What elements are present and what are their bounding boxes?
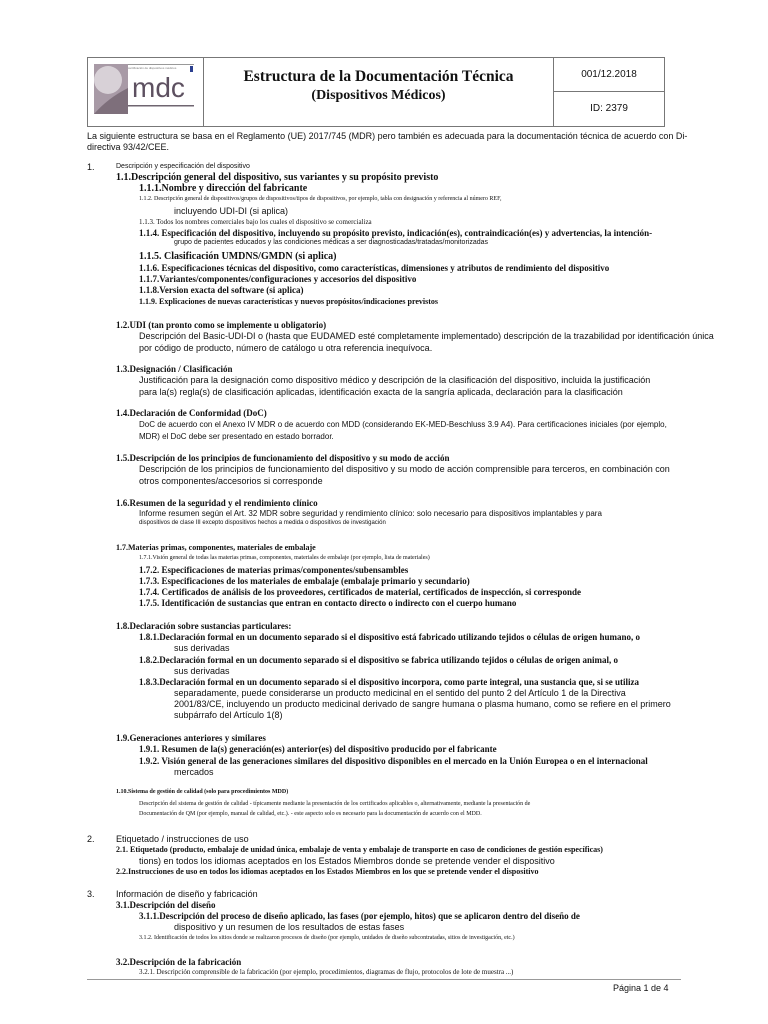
section-1-8-2: 1.8.2.Declaración formal en un documento separado si el dispositivo se fabrica utilizando tejidos o células de origen animal, o: [139, 655, 618, 665]
section-1-8-3-cont-3: subpárrafo del Artículo 1(8): [174, 710, 283, 720]
section-2-2: 2.2.Instrucciones de uso en todos los idiomas aceptados en los Estados Miembros en los que se pretende vender el dispositivo: [116, 867, 539, 876]
section-1-1-2: 1.1.2. Descripción general de dispositivos/grupos de dispositivos/tipos de dispositivos, por ejemplo, tabla con designación y referencia al número REF,: [139, 196, 502, 202]
section-1-2-line-1: Descripción del Basic-UDI-DI o (hasta que EUDAMED esté completamente implementado) descripción de la trazabilidad por identificación única: [139, 331, 714, 341]
section-1-7-1: 1.7.1.Visión general de todas las materias primas, componentes, materiales de embalaje (por ejemplo, lista de materiales): [139, 555, 430, 561]
section-3-2-heading: 3.2.Descripción de la fabricación: [116, 957, 242, 967]
section-2-title: Etiquetado / instrucciones de uso: [116, 834, 249, 844]
section-2-1: 2.1. Etiquetado (producto, embalaje de unidad única, embalaje de venta y embalaje de transporte en caso de condiciones de gestión específicas): [116, 845, 603, 854]
section-1-7-heading: 1.7.Materias primas, componentes, materiales de embalaje: [116, 543, 316, 552]
document-subtitle: (Dispositivos Médicos): [311, 88, 446, 103]
section-1-10-line-1: Descripción del sistema de gestión de calidad - típicamente mediante la presentación de los certificados aplicables o, alternativamente, mediante la presentación de: [139, 801, 531, 807]
section-1-7-3: 1.7.3. Especificaciones de los materiales de embalaje (embalaje primario y secundario): [139, 576, 470, 586]
document-title: Estructura de la Documentación Técnica: [243, 68, 514, 85]
section-1-8-heading: 1.8.Declaración sobre sustancias particulares:: [116, 621, 292, 631]
intro-line-2: directiva 93/42/CEE.: [87, 142, 170, 152]
section-1-1-8: 1.1.8.Version exacta del software (si aplica): [139, 285, 304, 295]
section-1-9-1: 1.9.1. Resumen de la(s) generación(es) anterior(es) del dispositivo producido por el fabricante: [139, 744, 497, 754]
section-1-4-line-1: DoC de acuerdo con el Anexo IV MDR o de acuerdo con MDD (considerando EK-MED-Beschluss 3.9 A4). Para certificaciones iniciales (por ejemplo,: [139, 420, 667, 429]
footer-rule: [87, 979, 681, 980]
section-1-number: 1.: [87, 162, 95, 172]
section-1-8-3: 1.8.3.Declaración formal en un documento separado si el dispositivo incorpora, como parte integral, una sustancia que, si se utiliza: [139, 677, 639, 687]
section-3-number: 3.: [87, 889, 95, 899]
section-1-8-2-cont: sus derivadas: [174, 666, 230, 676]
section-2-number: 2.: [87, 834, 95, 844]
doc-number: 001/12.2018: [554, 58, 664, 92]
section-3-title: Información de diseño y fabricación: [116, 889, 258, 899]
section-1-5-line-1: Descripción de los principios de funcionamiento del dispositivo y su modo de acción comprensible para terceros, en combinación con: [139, 464, 670, 474]
page-number: Página 1 de 4: [613, 983, 669, 993]
section-3-1-1: 3.1.1.Descripción del proceso de diseño aplicado, las fases (por ejemplo, hitos) que se aplicaron dentro del diseño de: [139, 911, 580, 921]
section-1-10-line-2: Documentación de QM (por ejemplo, manual de calidad, etc.). - este aspecto solo es necesario para la documentación de acuerdo con el MDD.: [139, 811, 482, 817]
logo-text: mdc: [132, 72, 185, 103]
document-header: [87, 57, 665, 127]
section-1-title: Descripción y especificación del dispositivo: [116, 163, 250, 170]
section-1-3-heading: 1.3.Designación / Clasificación: [116, 364, 233, 374]
section-3-2-1: 3.2.1. Descripción comprensible de la fabricación (por ejemplo, procedimientos, diagramas de flujo, protocolos de lote de muestra ...): [139, 968, 514, 976]
section-1-1-4-cont: grupo de pacientes educados y las condiciones médicas a ser diagnosticadas/tratadas/monitorizadas: [174, 239, 489, 246]
section-1-8-3-cont-2: 2001/83/CE, incluyendo un producto medicinal derivado de sangre humana o plasma humano, como se refiere en el primero: [174, 699, 671, 709]
section-1-1-7: 1.1.7.Variantes/componentes/configuraciones y accesorios del dispositivo: [139, 274, 417, 284]
section-3-1-2: 3.1.2. Identificación de todos los sitios donde se realizaron procesos de diseño (por ejemplo, unidades de diseño subcontratadas, sitios de investigación, etc.): [139, 935, 515, 941]
section-1-10-heading: 1.10.Sistema de gestión de calidad (solo para procedimientos MDD): [116, 789, 289, 795]
section-1-9-heading: 1.9.Generaciones anteriores y similares: [116, 733, 266, 743]
section-1-6-line-2: dispositivos de clase III excepto dispositivos hechos a medida o dispositivos de investigación: [139, 520, 386, 526]
section-1-7-5: 1.7.5. Identificación de sustancias que entran en contacto directo o indirecto con el cuerpo humano: [139, 598, 517, 608]
section-1-3-line-1: Justificación para la designación como dispositivo médico y descripción de la clasificación del dispositivo, incluida la justificación: [139, 375, 651, 385]
section-1-7-2: 1.7.2. Especificaciones de materias primas/componentes/subensambles: [139, 565, 409, 575]
section-1-6-heading: 1.6.Resumen de la seguridad y el rendimiento clínico: [116, 498, 318, 508]
section-1-1-5: 1.1.5. Clasificación UMDNS/GMDN (si aplica): [139, 251, 337, 262]
section-1-1-2-cont: incluyendo UDI-DI (si aplica): [174, 206, 289, 216]
section-1-2-heading: 1.2.UDI (tan pronto como se implemente u obligatorio): [116, 320, 327, 330]
section-1-9-2: 1.9.2. Visión general de las generaciones similares del dispositivo disponibles en el mercado en la Unión Europea o en el internacional: [139, 756, 648, 766]
section-1-1-1: 1.1.1.Nombre y dirección del fabricante: [139, 183, 308, 194]
section-1-2-line-2: por código de producto, número de catálogo u otra referencia inequívoca.: [139, 343, 433, 353]
section-1-1-9: 1.1.9. Explicaciones de nuevas características y nuevos propósitos/indicaciones previstos: [139, 297, 439, 306]
section-1-9-2-cont: mercados: [174, 767, 214, 777]
section-1-8-1: 1.8.1.Declaración formal en un documento separado si el dispositivo está fabricado utilizando tejidos o células de origen humano, o: [139, 632, 641, 642]
section-3-1-heading: 3.1.Descripción del diseño: [116, 900, 216, 910]
section-1-5-heading: 1.5.Descripción de los principios de funcionamiento del dispositivo y su modo de acción: [116, 453, 450, 463]
section-1-4-line-2: MDR) el DoC debe ser presentado en estado borrador.: [139, 432, 334, 441]
section-1-8-1-cont: sus derivadas: [174, 643, 230, 653]
section-1-3-line-2: para la(s) regla(s) de clasificación aplicadas, identificación exacta de la sangría aplicada, declaración para la clasificación: [139, 387, 623, 397]
section-1-1-4: 1.1.4. Especificación del dispositivo, incluyendo su propósito previsto, indicación(es), contraindicación(es) y advertencias, la intención-: [139, 228, 653, 238]
section-1-1-3: 1.1.3. Todos los nombres comerciales bajo los cuales el dispositivo se comercializa: [139, 218, 372, 226]
intro-line-1: La siguiente estructura se basa en el Reglamento (UE) 2017/745 (MDR) pero también es adecuada para la documentación técnica de acuerdo con Di-: [87, 131, 688, 141]
section-1-5-line-2: otros componentes/accesorios si corresponde: [139, 476, 323, 486]
doc-id: ID: 2379: [590, 103, 628, 114]
section-1-1-heading: 1.1.Descripción general del dispositivo, sus variantes y su propósito previsto: [116, 172, 439, 183]
logo-tagline: certificación de dispositivos médicos: [128, 66, 177, 70]
header-title-cell: [204, 58, 554, 126]
section-1-7-4: 1.7.4. Certificados de análisis de los proveedores, certificados de material, certificados de inspección, si corresponde: [139, 587, 581, 597]
section-1-8-3-cont-1: separadamente, puede considerarse un producto medicinal en el sentido del punto 2 del Artículo 1 de la Directiva: [174, 688, 626, 698]
section-3-1-1-cont: dispositivo y un resumen de los resultados de estas fases: [174, 922, 405, 932]
mdc-logo: [88, 58, 204, 126]
section-1-6-line-1: Informe resumen según el Art. 32 MDR sobre seguridad y rendimiento clínico: solo necesario para dispositivos implantables y para: [139, 509, 602, 518]
section-1-4-heading: 1.4.Declaración de Conformidad (DoC): [116, 408, 267, 418]
section-1-1-6: 1.1.6. Especificaciones técnicas del dispositivo, como características, dimensiones y atributos de rendimiento del dispositivo: [139, 263, 610, 273]
section-2-1-cont: tions) en todos los idiomas aceptados en los Estados Miembros donde se pretende vender el dispositivo: [139, 856, 555, 866]
